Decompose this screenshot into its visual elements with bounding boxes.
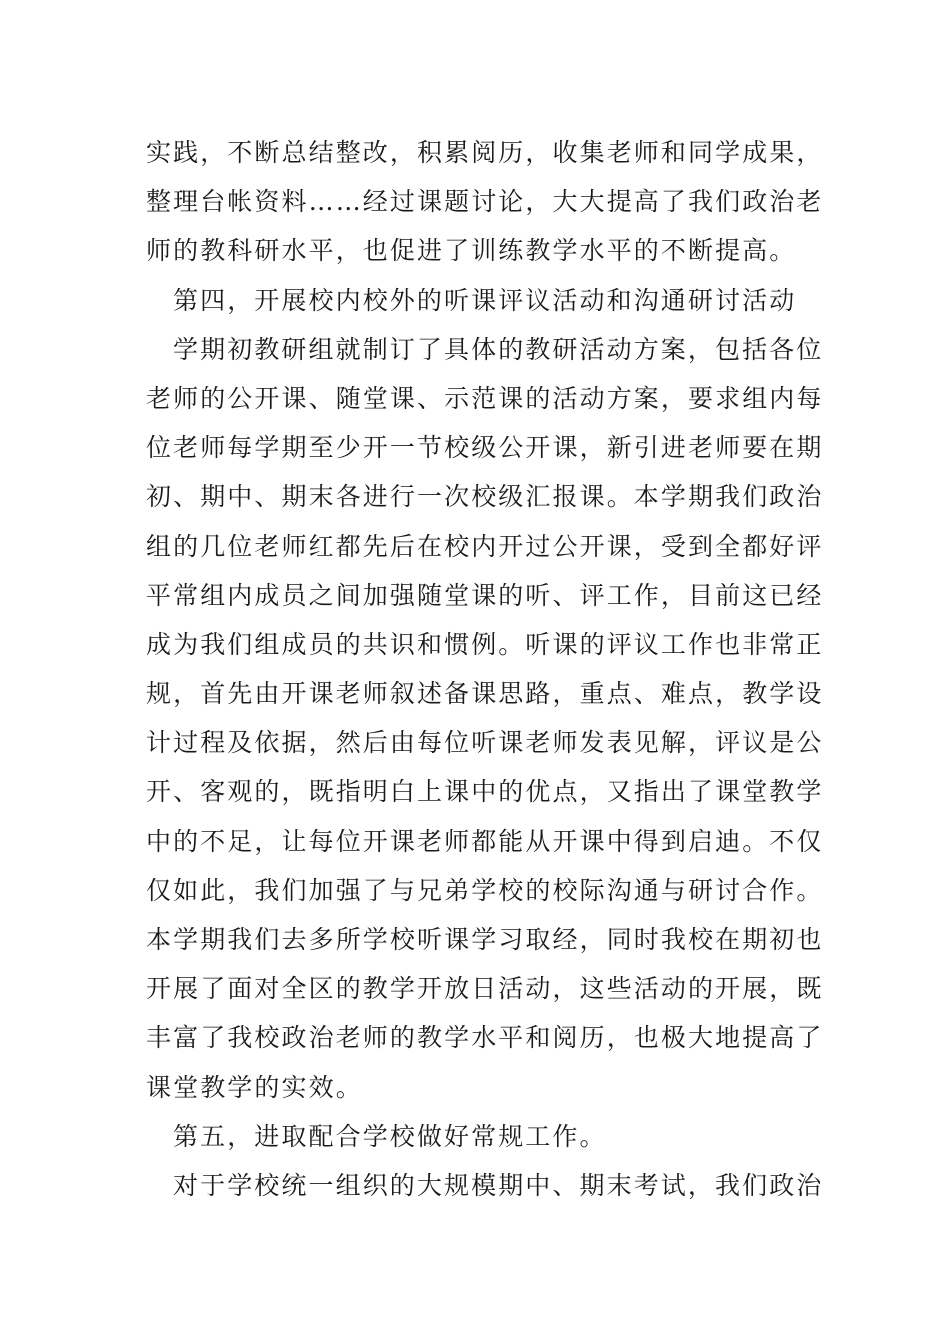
section-heading-4: 第四，开展校内校外的听课评议活动和沟通研讨活动 bbox=[173, 285, 797, 315]
text-line: 学期初教研组就制订了具体的教研活动方案，包括各位 bbox=[173, 334, 824, 364]
text-line: 对于学校统一组织的大规模期中、期末考试，我们政治 bbox=[173, 1170, 824, 1200]
text-line: 开展了面对全区的教学开放日活动，这些活动的开展，既 bbox=[146, 974, 824, 1004]
text-line: 丰富了我校政治老师的教学水平和阅历，也极大地提高了 bbox=[146, 1023, 824, 1053]
text-line: 仅如此，我们加强了与兄弟学校的校际沟通与研讨合作。 bbox=[146, 875, 824, 905]
section-heading-5: 第五，进取配合学校做好常规工作。 bbox=[173, 1121, 607, 1151]
text-line: 开、客观的，既指明白上课中的优点，又指出了课堂教学 bbox=[146, 777, 824, 807]
text-line: 初、期中、期末各进行一次校级汇报课。本学期我们政治 bbox=[146, 482, 824, 512]
text-line: 成为我们组成员的共识和惯例。听课的评议工作也非常正 bbox=[146, 629, 824, 659]
text-line: 师的教科研水平，也促进了训练教学水平的不断提高。 bbox=[146, 236, 797, 266]
text-line: 课堂教学的实效。 bbox=[146, 1072, 363, 1102]
text-line: 老师的公开课、随堂课、示范课的活动方案，要求组内每 bbox=[146, 383, 824, 413]
text-line: 位老师每学期至少开一节校级公开课，新引进老师要在期 bbox=[146, 433, 824, 463]
text-line: 组的几位老师红都先后在校内开过公开课，受到全都好评 bbox=[146, 531, 824, 561]
text-line: 实践，不断总结整改，积累阅历，收集老师和同学成果， bbox=[146, 138, 824, 167]
body-text bbox=[146, 128, 824, 1210]
text-line: 计过程及依据，然后由每位听课老师发表见解，评议是公 bbox=[146, 728, 824, 758]
text-line: 中的不足，让每位开课老师都能从开课中得到启迪。不仅 bbox=[146, 826, 824, 856]
text-line: 整理台帐资料……经过课题讨论，大大提高了我们政治老 bbox=[146, 187, 824, 217]
text-line: 本学期我们去多所学校听课学习取经，同时我校在期初也 bbox=[146, 925, 824, 954]
text-line: 平常组内成员之间加强随堂课的听、评工作，目前这已经 bbox=[146, 580, 824, 610]
text-line: 规，首先由开课老师叙述备课思路，重点、难点，教学设 bbox=[146, 679, 824, 709]
